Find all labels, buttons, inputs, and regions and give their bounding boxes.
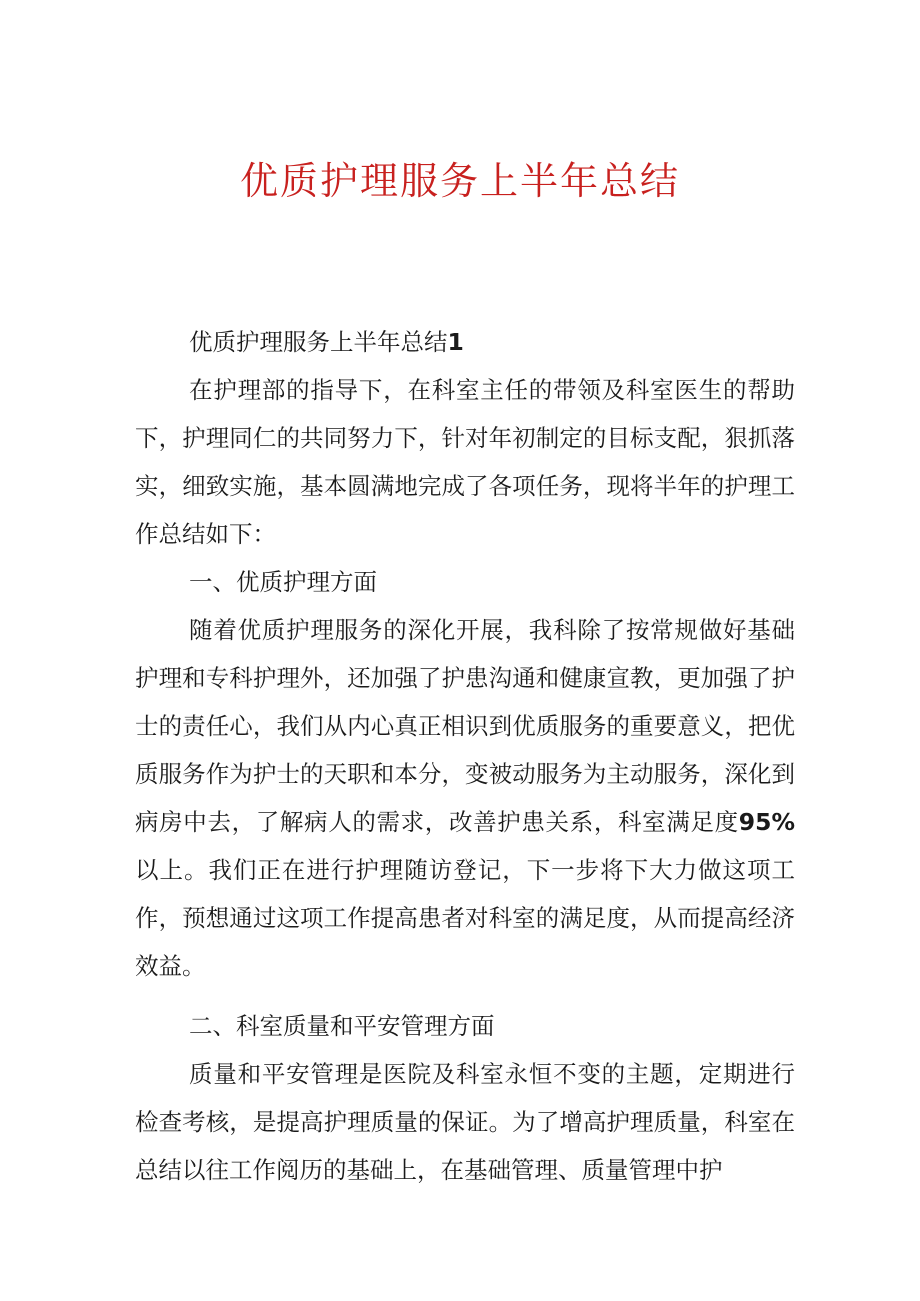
subtitle-text: 优质护理服务上半年总结 [189,328,448,356]
satisfaction-percentage: 95% [738,808,795,836]
document-body [135,318,795,1194]
paragraph-safety-management: 质量和平安管理是医院及科室永恒不变的主题，定期进行检查考核，是提高护理质量的保证。为了增高护理质量，科室在总结以往工作阅历的基础上，在基础管理、质量管理中护 [135,1060,795,1184]
paragraph-intro: 在护理部的指导下，在科室主任的带领及科室医生的帮助下，护理同仁的共同努力下，针对年初制定的目标支配，狠抓落实，细致实施，基本圆满地完成了各项任务，现将半年的护理工作总结如下： [135,376,795,548]
section-subtitle [135,318,795,366]
document-title: 优质护理服务上半年总结 [239,159,680,203]
heading-quality-nursing: 一、优质护理方面 [189,568,378,596]
paragraph-quality-nursing-part1: 随着优质护理服务的深化开展，我科除了按常规做好基础护理和专科护理外，还加强了护患沟通和健康宣教，更加强了护士的责任心，我们从内心真正相识到优质服务的重要意义，把优质服务作为护士的天职和本分，变被动服务为主动服务，深化到病房中去，了解病人的需求，改善护患关系，科室满足度 [135,616,795,836]
heading-safety-management: 二、科室质量和平安管理方面 [189,1012,495,1040]
paragraph-quality-nursing-part2: 以上。我们正在进行护理随访登记，下一步将下大力做这项工作，预想通过这项工作提高患者对科室的满足度，从而提高经济效益。 [135,856,795,980]
subtitle-number: 1 [447,328,464,356]
paragraph-quality-nursing [135,606,795,990]
